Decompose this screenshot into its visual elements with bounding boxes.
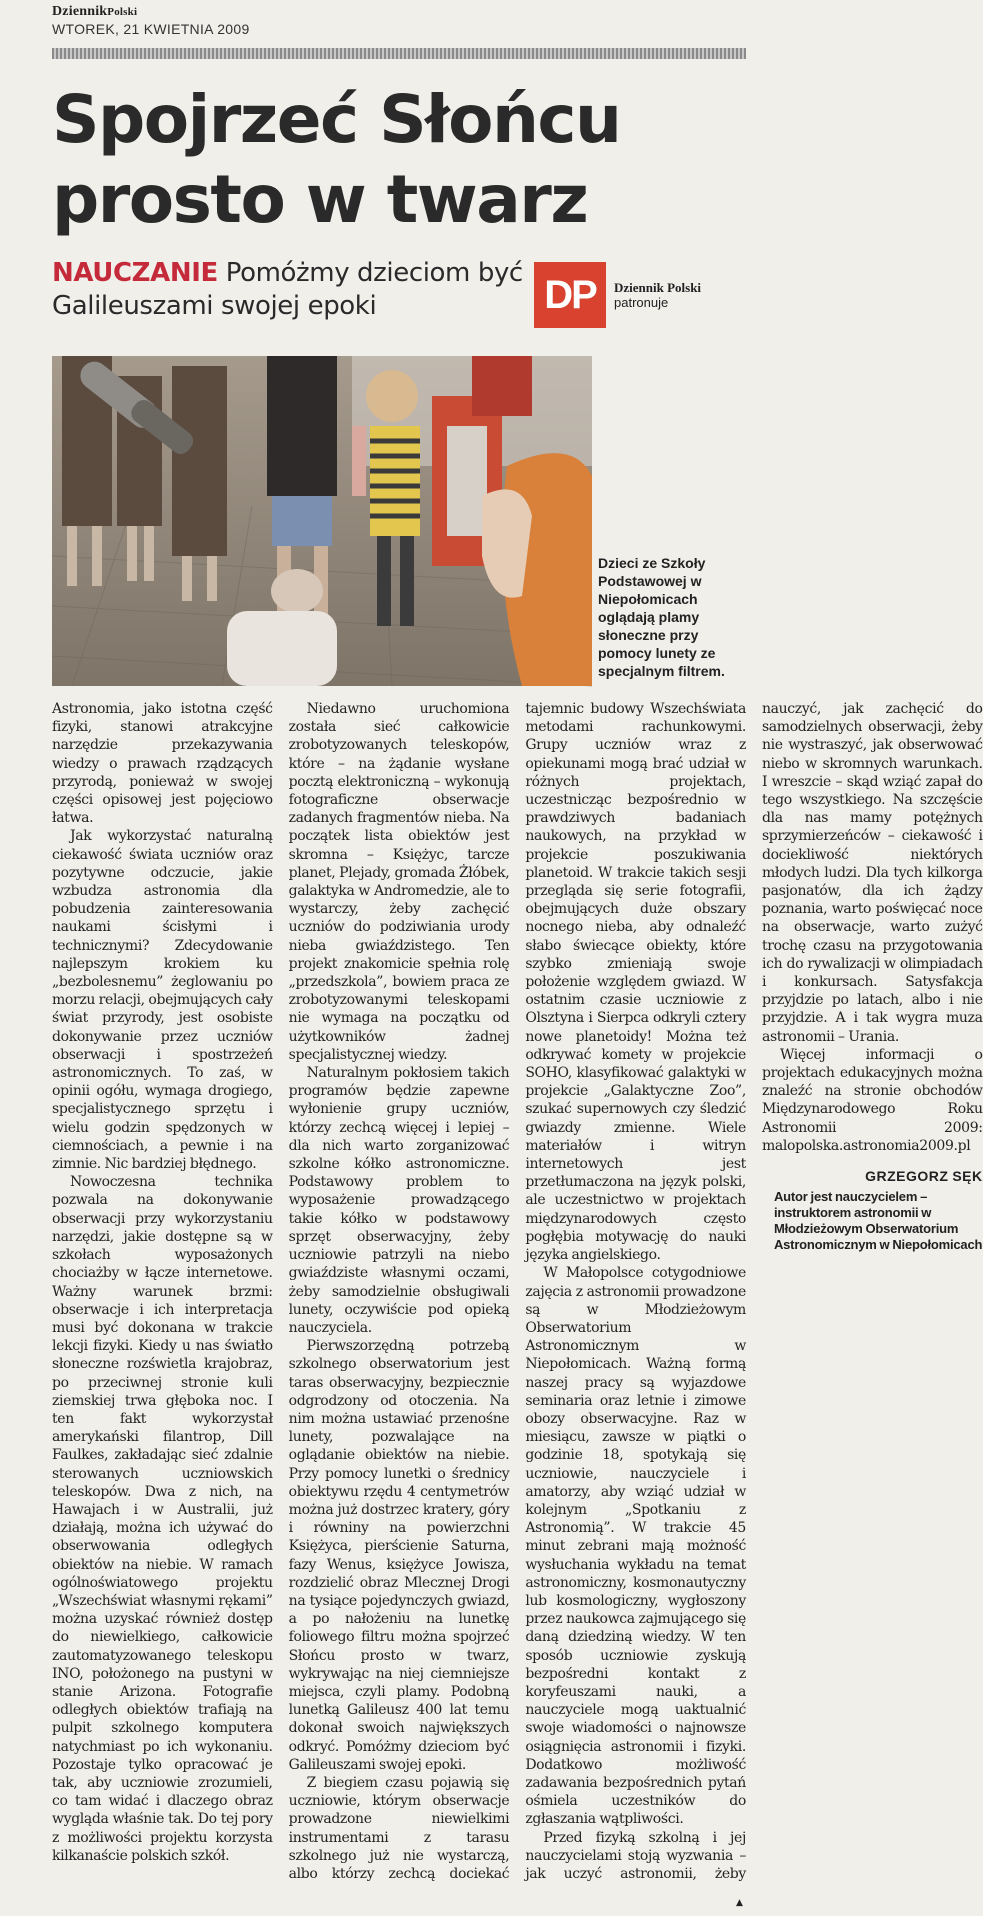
issue-date: WTOREK, 21 KWIETNIA 2009 <box>52 21 250 37</box>
header-rule <box>52 48 746 59</box>
author-name: GRZEGORZ SĘK <box>865 1168 983 1185</box>
article-body <box>52 700 983 1900</box>
patronage-badge <box>534 262 701 328</box>
article-headline <box>52 80 692 240</box>
article-paragraph: Nowoczesna technika pozwala na dokonywanie obserwacji przy wykorzystaniu narzędzi, jakie dostępne są w szkołach wyposażonych chociażby w łącze internetowe. Ważny warunek brzmi: obserwacje i ich interpretacja musi być dokonana w trakcie lekcji fizyki. Kiedy u nas światło słoneczne rozświetla krajobraz, po przeciwnej stronie kuli ziemskiej trwa głęboka noc. I ten fakt wykorzystał amerykański filantrop, Dill Faulkes, zakładając sieć zdalnie sterowanych uczniowskich teleskopów. Dwa z nich, na Hawajach i w Australii, już działają, można ich używać do obserwowania odległych obiektów na niebie. W ramach ogólnoświatowego projektu „Wszechświat własnymi rękami” można uzyskać również dostęp do niewielkiego, całkowicie zautomatyzowanego teleskopu INO, położonego na pustyni w stanie Arizona. Fotografie odległych obiektów trafiają na pulpit szkolnego komputera natychmiast po ich wykonaniu. Pozostaje tylko opracować je tak, aby uczniowie zrozumieli, co tam widać i dlaczego obraz wygląda właśnie tak. Do tej pory z możliwości projektu korzysta kilkanaście polskich szkół. <box>52 1174 273 1864</box>
section-kicker: NAUCZANIE <box>52 258 218 288</box>
children-telescope-illustration <box>52 356 592 686</box>
article-paragraph: Jak wykorzystać naturalną ciekawość świata uczniów oraz pozytywne odczucie, jakie wzbudza astronomia dla pobudzenia zainteresowania naukami ścisłymi i technicznymi? Zdecydowanie najlepszym krokiem ku „bezbolesnemu” żeglowaniu po morzu relacji, obejmujących cały świat przyrody, jest osobiste dokonywanie przez uczniów obserwacji i spostrzeżeń astronomicznych. To zaś, w opinii ogółu, wymaga drogiego, specjalistycznego sprzętu i wielu godzin spędzonych w ciemnościach, a pewnie i na zimnie. Nic bardziej błędnego. <box>52 828 273 1173</box>
brand-second: Polski <box>107 6 138 18</box>
brand-main: Dziennik <box>52 4 108 19</box>
masthead <box>52 4 250 37</box>
article-paragraph: Naturalnym pokłosiem takich programów będzie zapewne wyłonienie grupy uczniów, którzy zechcą więcej i lepiej – dla nich warto zorganizować szkolne kółko astronomiczne. Podstawowy problem to wyposażenie prowadzącego takie kółko w podstawowy sprzęt obserwacyjny, żeby uczniowie patrzyli na niebo gwiaździste własnymi oczami, żeby samodzielnie obsługiwali lunety, oczywiście pod opieką nauczyciela. <box>288 1065 510 1336</box>
article-paragraph: Z biegiem czasu pojawią się uczniowie, którym obserwacje prowadzone niewielkimi instrumentami z tarasu szkolnego już nie wystarczą, albo którzy zechcą dociekać tajemnic budowy Wszechświata metodami rachunkowymi. Grupy uczniów wraz z opiekunami mogą brać udział w różnych projektach, uczestnicząc bezpośrednio w prawdziwych badaniach naukowych, na przykład w projekcie poszukiwania planetoid. W trakcie takich sesji przegląda się serie fotografii, obejmujących duże obszary nocnego nieba, aby odnaleźć słabo świecące obiekty, które szybko zmieniają swoje położenie względem gwiazd. W ostatnim czasie uczniowie z Olsztyna i Sierpca odkryli cztery nowe planetoidy! Można też odkrywać komety w projekcie SOHO, klasyfikować galaktyki w projekcie „Galaktyczne Zoo”, szukać supernowych czy śledzić gwiazdy zmienne. Wiele materiałów i witryn internetowych jest przetłumaczona na język polski, ale uczestnictwo w projektach międzynarodowych często pogłębia motywację do nauki języka angielskiego. <box>288 701 746 1882</box>
article-paragraph: Przed fizyką szkolną i jej nauczycielami stoją wyzwania – jak uczyć astronomii, żeby nauczyć, jak zachęcić do samodzielnych obserwacji, żeby nie wystraszyć, jak obserwować niebo w skromnych warunkach. I wreszcie – skąd wziąć zapał do tego wszystkiego. Na szczęście dla nas mamy potężnych sprzymierzeńców – ciekawość i dociekliwość niektórych młodych ludzi. Dla tych kilkorga pasjonatów, dla ich żądzy poznania, warto poświęcać noce na obserwacje, warto zużyć trochę czasu na przygotowania ich do rywalizacji w olimpiadach i konkursach. Satysfakcja przyjdzie po latach, albo i nie przyjdzie. A i tak wygra muza astronomii – Urania. <box>525 701 983 1882</box>
patronage-text <box>614 280 701 310</box>
article-paragraph: Niedawno uruchomiona została sieć całkowicie zrobotyzowanych teleskopów, które – na żądanie wysłane pocztą elektroniczną – wykonują fotograficzne obserwacje zadanych fragmentów nieba. Na początek lista obiektów jest skromna – Księżyc, tarcze planet, Plejady, gromada Żłóbek, galaktyka w Andromedzie, ale to wystarczy, żeby zachęcić uczniów do podziwiania urody nieba gwiaździstego. Ten projekt znakomicie spełnia rolę „przedszkola”, bowiem praca ze zrobotyzowanymi teleskopami nie wymaga na początku od użytkowników żadnej specjalistycznej wiedzy. <box>288 701 510 1063</box>
article-subhead <box>52 257 532 323</box>
patron-brand: Dziennik Polski <box>614 280 702 295</box>
article-paragraph: Astronomia, jako istotna część fizyki, stanowi atrakcyjne narzędzie przekazywania wiedzy o prawach rządzących przyrodą, ponieważ w swojej części opisowej jest pojęciowo łatwa. <box>52 701 273 827</box>
article-paragraph: Pierwszorzędną potrzebą szkolnego obserwatorium jest taras obserwacyjny, bezpiecznie odgrodzony od otoczenia. Na nim można ustawiać przenośne lunety, pozwalające na oglądanie obiektów na niebie. Przy pomocy lunetki o średnicy obiektywu rzędu 4 centymetrów można już dostrzec kratery, góry i równiny na powierzchni Księżyca, pierścienie Saturna, fazy Wenus, księżyce Jowisza, rozdzielić obraz Mlecznej Drogi na tysiące pojedynczych gwiazd, a po nałożeniu na lunetkę foliowego filtru można spojrzeć Słońcu prosto w twarz, wykrywając na niej ciemniejsze miejsca, czyli plamy. Podobną lunetką Galileusz 400 lat temu dokonał swoich największych odkryć. Pomóżmy dzieciom być Galileuszami swojej epoki. <box>288 1338 510 1773</box>
article-photo <box>52 356 592 686</box>
patron-role: patronuje <box>614 295 669 310</box>
article-paragraph: W Małopolsce cotygodniowe zajęcia z astronomii prowadzone są w Młodzieżowym Obserwatorium Astronomicznym w Niepołomicach. Ważną formą naszej pracy są wyjazdowe seminaria oraz letnie i zimowe obozy obserwacyjne. Raz w miesiącu, zawsze w piątki o godzinie 18, spotykają się uczniowie, nauczyciele i amatorzy, aby wziąć udział w kolejnym „Spotkaniu z Astronomią”. W trakcie 45 minut zebrani mają możność wysłuchania wykładu na temat astronomiczny, kosmonautyczny lub kosmologiczny, wygłoszony przez naukowca zajmującego się daną dziedziną wiedzy. W ten sposób uczniowie zyskują bezpośredni kontakt z koryfeuszami nauki, a nauczyciele mogą uaktualnić swoje wiadomości o najnowsze osiągnięcia astronomii i fizyki. Dodatkowo możliwość zadawania bezpośrednich pytań ośmiela uczestników do zgłaszania wątpliwości. <box>525 1265 746 1828</box>
author-bio: Autor jest nauczycielem – instruktorem astronomii w Młodzieżowym Obserwatorium Astronomicznym w Niepołomicach <box>773 1189 983 1253</box>
dp-logo-icon: DP <box>534 262 606 328</box>
headline-line-1: Spojrzeć Słońcu <box>52 81 621 158</box>
article-paragraph: Więcej informacji o projektach edukacyjnych można znaleźć na stronie obchodów Międzynarodowego Roku Astronomii 2009: malopolska.astronomia2009.pl <box>761 1046 983 1154</box>
headline-line-2: prosto w twarz <box>52 161 588 238</box>
subhead-text: Pomóżmy dzieciom być Galileuszami swojej epoki <box>52 258 523 321</box>
end-mark-icon: ▲ <box>736 1898 743 1908</box>
newspaper-brand <box>52 4 250 20</box>
photo-caption: Dzieci ze Szkoły Podstawowej w Niepołomicach oglądają plamy słoneczne przy pomocy lunety ze specjalnym filtrem. <box>598 555 725 679</box>
